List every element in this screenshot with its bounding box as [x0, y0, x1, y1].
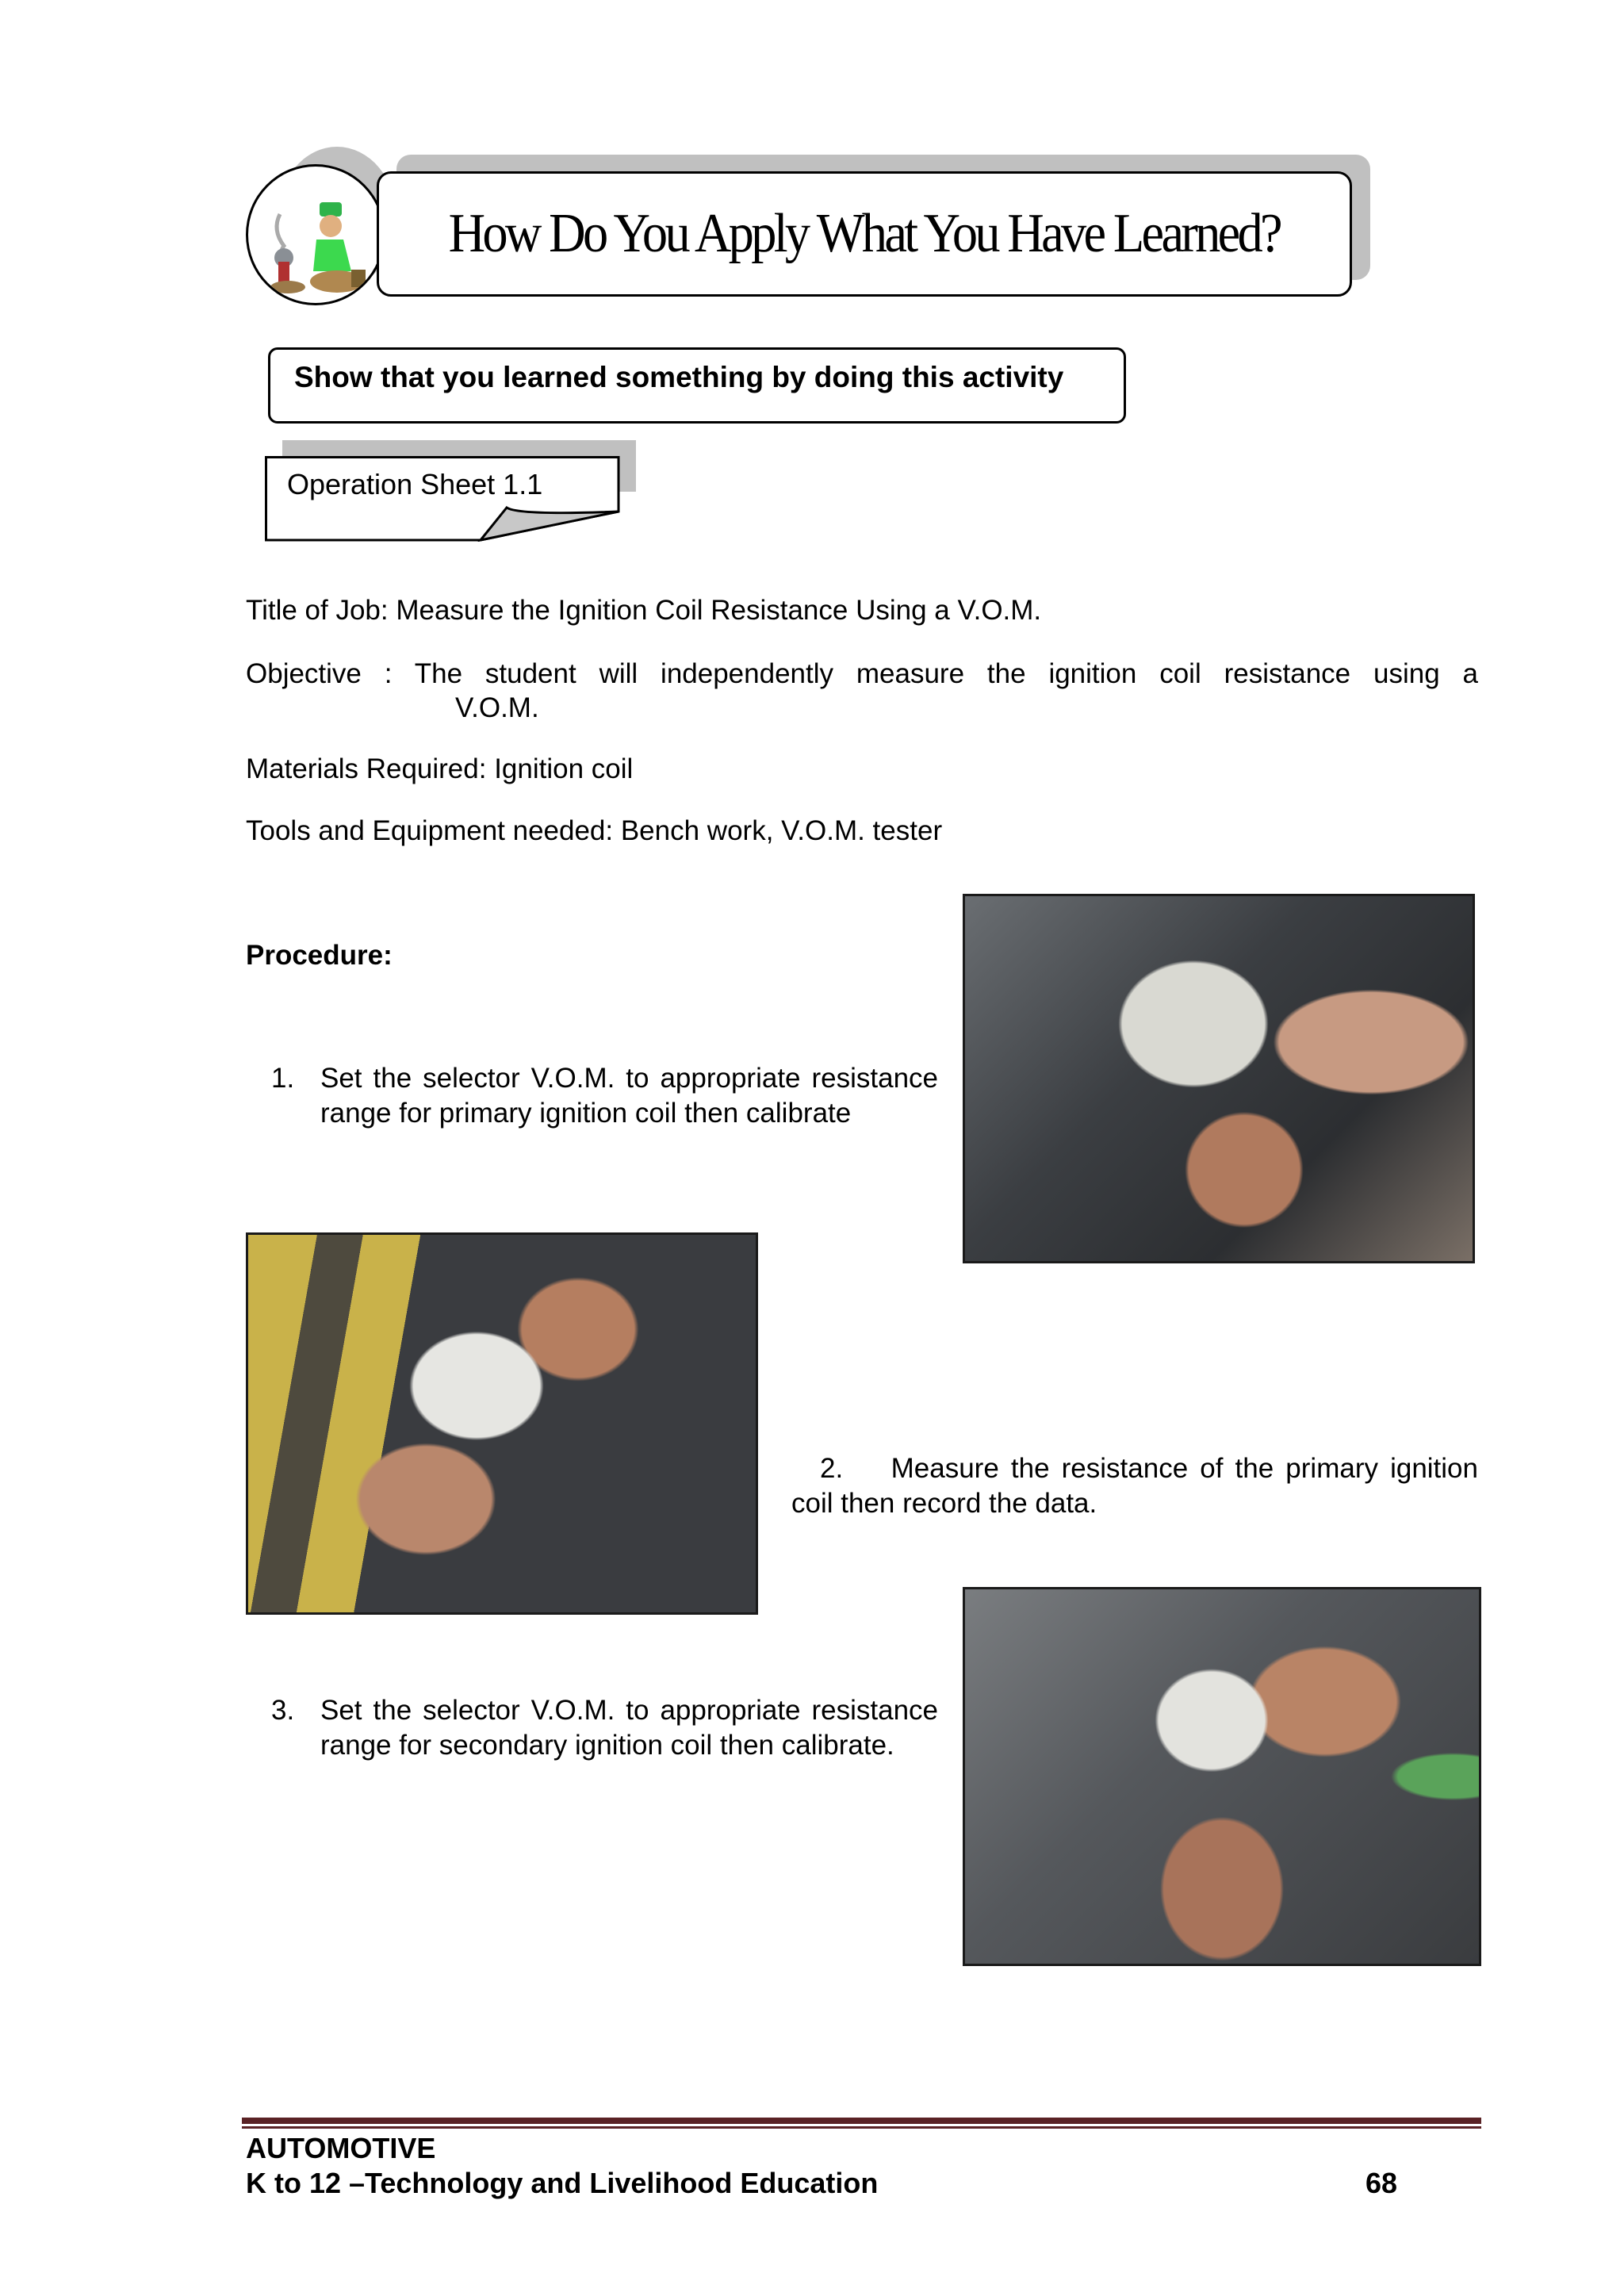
instruction-box — [268, 347, 1126, 424]
procedure-heading: Procedure: — [246, 940, 393, 971]
header-icon-badge — [246, 164, 385, 305]
page-title: How Do You Apply What You Have Learned? — [448, 203, 1281, 264]
footer-rule-thick — [242, 2118, 1481, 2124]
photo-step-2 — [246, 1232, 758, 1615]
job-objective: Objective : The student will independently measure the ignition coil resistance using a — [246, 658, 1478, 689]
cartoon-figure-icon — [248, 167, 385, 305]
tools-equipment: Tools and Equipment needed: Bench work, V.O.M. tester — [246, 815, 943, 846]
materials-required: Materials Required: Ignition coil — [246, 753, 634, 784]
job-title: Title of Job: Measure the Ignition Coil Resistance Using a V.O.M. — [246, 595, 1042, 626]
photo-step-3 — [963, 1587, 1481, 1966]
instruction-text: Show that you learned something by doing this activity — [294, 361, 1064, 393]
page-number: 68 — [1365, 2167, 1398, 2199]
step-text: Set the selector V.O.M. to appropriate resistance range for primary ignition coil then calibrate — [320, 1063, 938, 1129]
step-number: 1. — [271, 1063, 295, 1094]
footer-course: K to 12 –Technology and Livelihood Education — [246, 2167, 879, 2199]
photo-step-1 — [963, 894, 1475, 1263]
procedure-step-2 — [791, 1451, 1478, 1521]
step-text: Set the selector V.O.M. to appropriate resistance range for secondary ignition coil then calibrate. — [320, 1695, 938, 1761]
step-number: 3. — [271, 1695, 295, 1726]
page-title-banner — [377, 171, 1352, 297]
procedure-step-1 — [271, 1061, 938, 1131]
step-text — [791, 1451, 1478, 1521]
footer-rule-thin — [242, 2126, 1481, 2129]
step-body: Measure the resistance of the primary ignition coil then record the data. — [791, 1453, 1478, 1519]
step-number: 2. — [820, 1453, 844, 1484]
operation-sheet-label: Operation Sheet 1.1 — [287, 468, 543, 500]
job-objective-continued: V.O.M. — [455, 692, 539, 723]
footer-subject: AUTOMOTIVE — [246, 2132, 436, 2164]
procedure-step-3 — [271, 1693, 938, 1763]
